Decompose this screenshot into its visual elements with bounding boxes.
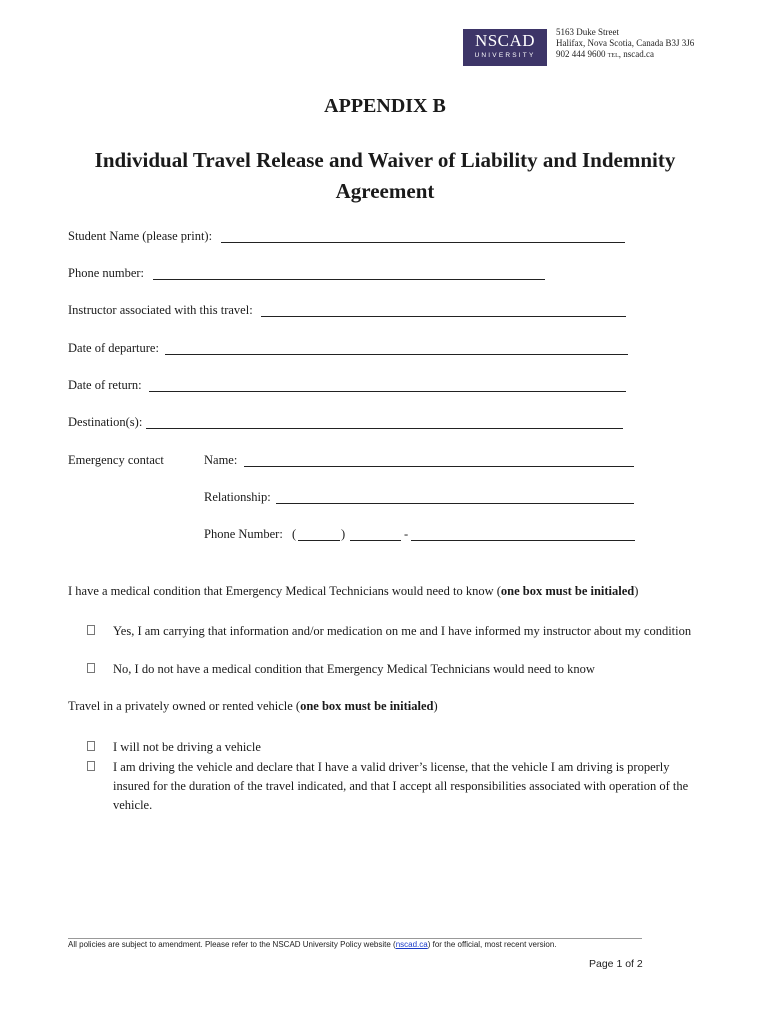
footer-divider [68, 938, 642, 939]
appendix-heading: APPENDIX B [324, 95, 446, 117]
address-phone: 902 444 9600 [556, 49, 606, 59]
vehicle-prompt-close: ) [433, 699, 438, 713]
vehicle-initial-note: one box must be initialed [300, 699, 434, 713]
page-title [60, 145, 710, 207]
address-contact [556, 49, 694, 60]
phone-number-label: Phone number: [68, 266, 145, 280]
medical-option-no-label: No, I do not have a medical condition that Emergency Medical Technicians would need to know [113, 662, 595, 676]
address-website: , nscad.ca [618, 49, 654, 59]
return-date-field[interactable] [149, 391, 626, 392]
ec-name-label: Name: [204, 453, 238, 467]
destination-field[interactable] [146, 428, 623, 429]
medical-prompt-close: ) [634, 584, 639, 598]
title-line-2: Agreement [335, 179, 435, 203]
checkbox-icon[interactable] [87, 663, 95, 673]
ec-phone-label: Phone Number: [204, 527, 283, 541]
instructor-field[interactable] [261, 316, 626, 317]
student-name-label: Student Name (please print): [68, 229, 213, 243]
student-name-field[interactable] [221, 242, 625, 243]
checkbox-icon[interactable] [87, 625, 95, 635]
ec-phone-area-field[interactable] [298, 540, 340, 541]
footer-note [68, 940, 557, 949]
departure-label: Date of departure: [68, 341, 159, 355]
ec-phone-line-field[interactable] [411, 540, 635, 541]
medical-option-yes[interactable] [87, 622, 697, 641]
phone-number-field[interactable] [153, 279, 545, 280]
vehicle-prompt-text: Travel in a privately owned or rented vehicle ( [68, 699, 301, 713]
ec-phone-prefix-field[interactable] [350, 540, 401, 541]
medical-initial-note: one box must be initialed [500, 584, 635, 598]
footer-text-end: ) for the official, most recent version. [427, 940, 557, 949]
checkbox-icon[interactable] [87, 761, 95, 771]
medical-prompt-text: I have a medical condition that Emergency Medical Technicians would need to know ( [68, 584, 501, 598]
address-city: Halifax, Nova Scotia, Canada B3J 3J6 [556, 38, 695, 48]
ec-relationship-label: Relationship: [204, 490, 271, 504]
medical-option-yes-label: Yes, I am carrying that information and/or medication on me and I have informed my instructor about my condition [113, 624, 692, 638]
title-line-1: Individual Travel Release and Waiver of Liability and Indemnity [94, 148, 676, 172]
nscad-logo [463, 29, 547, 66]
medical-option-no[interactable] [87, 660, 697, 679]
instructor-label: Instructor associated with this travel: [68, 303, 253, 317]
vehicle-option-driving[interactable] [87, 758, 697, 815]
return-label: Date of return: [68, 378, 142, 392]
vehicle-option-not-driving[interactable] [87, 738, 697, 757]
vehicle-prompt [68, 699, 438, 714]
logo-subtitle: UNIVERSITY [474, 52, 536, 59]
vehicle-option-not-driving-label: I will not be driving a vehicle [113, 740, 261, 754]
medical-prompt [68, 584, 638, 599]
checkbox-icon[interactable] [87, 741, 95, 751]
ec-phone-open-paren: ( [292, 527, 297, 541]
destination-label: Destination(s): [68, 415, 143, 429]
footer-text: All policies are subject to amendment. Please refer to the NSCAD University Policy website ( [68, 940, 396, 949]
departure-date-field[interactable] [165, 354, 628, 355]
emergency-contact-label: Emergency contact [68, 453, 164, 467]
address-block [556, 27, 694, 60]
page-number: Page 1 of 2 [589, 958, 643, 970]
logo-wordmark: NSCAD [474, 31, 536, 50]
ec-phone-dash: - [404, 527, 409, 541]
policy-website-link[interactable]: nscad.ca [395, 940, 428, 949]
address-tel-label: tel [607, 49, 619, 59]
ec-phone-close-paren: ) [341, 527, 346, 541]
address-street: 5163 Duke Street [556, 27, 619, 37]
ec-relationship-field[interactable] [276, 503, 634, 504]
ec-name-field[interactable] [244, 466, 634, 467]
vehicle-option-driving-label: I am driving the vehicle and declare that I have a valid driver’s license, that the vehicle I am driving is properly insured for the duration of the travel indicated, and that I accept all responsibilities associated with operation of the vehicle. [113, 760, 689, 812]
